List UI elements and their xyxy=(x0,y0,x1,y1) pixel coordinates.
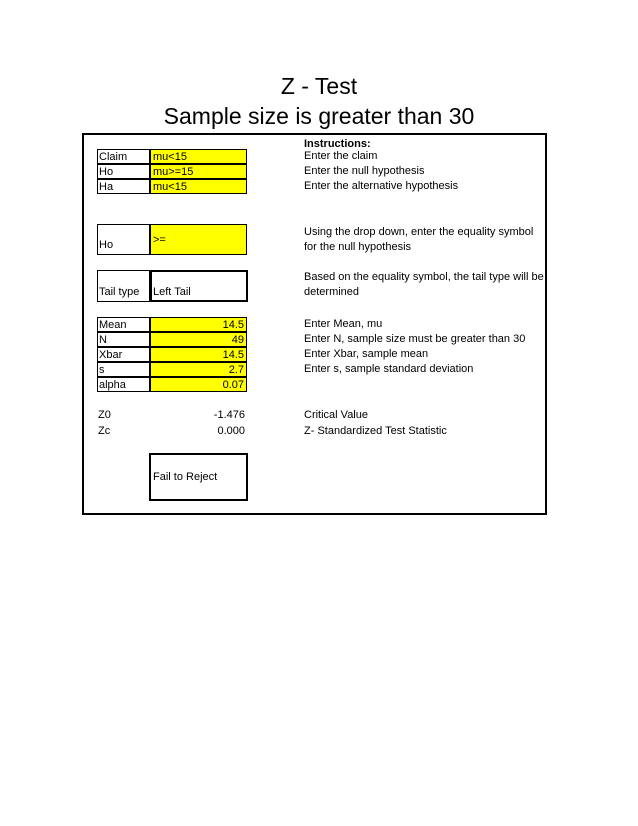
claim-label: Claim xyxy=(97,149,150,164)
tail-type-output xyxy=(150,270,248,302)
s-label: s xyxy=(97,362,150,377)
decision-text: Fail to Reject xyxy=(153,471,218,483)
instructions-heading: Instructions: xyxy=(304,138,371,150)
tail-instruction-1: Based on the equality symbol, the tail type will be xyxy=(304,271,544,283)
n-instruction: Enter N, sample size must be greater than 30 xyxy=(304,333,526,345)
equality-label: Ho xyxy=(99,239,114,251)
tail-instruction-2: determined xyxy=(304,286,360,298)
ha-label: Ha xyxy=(97,179,150,194)
mean-instruction: Enter Mean, mu xyxy=(304,318,383,330)
ho-label: Ho xyxy=(97,164,150,179)
page-subtitle: Sample size is greater than 30 xyxy=(163,103,475,129)
s-input[interactable]: 2.7 xyxy=(150,362,247,377)
xbar-label: Xbar xyxy=(97,347,150,362)
s-instruction: Enter s, sample standard deviation xyxy=(304,363,474,375)
mean-input[interactable]: 14.5 xyxy=(150,317,247,332)
alpha-input[interactable]: 0.07 xyxy=(150,377,247,392)
n-label: N xyxy=(97,332,150,347)
equality-instruction-1: Using the drop down, enter the equality symbol xyxy=(304,226,534,238)
page-title: Z - Test xyxy=(280,73,358,99)
zc-label: Zc xyxy=(98,425,111,437)
ha-input[interactable]: mu<15 xyxy=(150,179,247,194)
claim-instruction: Enter the claim xyxy=(304,150,378,162)
ha-instruction: Enter the alternative hypothesis xyxy=(304,180,459,192)
z0-value: -1.476 xyxy=(213,409,245,421)
z0-label: Z0 xyxy=(98,409,111,421)
xbar-input[interactable]: 14.5 xyxy=(150,347,247,362)
mean-label: Mean xyxy=(97,317,150,332)
ho-input[interactable]: mu>=15 xyxy=(150,164,247,179)
n-input[interactable]: 49 xyxy=(150,332,247,347)
z0-instruction: Critical Value xyxy=(304,409,368,421)
zc-value: 0.000 xyxy=(217,425,245,437)
equality-value: >= xyxy=(153,234,166,246)
zc-instruction: Z- Standardized Test Statistic xyxy=(304,425,447,437)
equality-dropdown[interactable] xyxy=(150,224,247,255)
decision-box xyxy=(149,453,248,501)
xbar-instruction: Enter Xbar, sample mean xyxy=(304,348,429,360)
alpha-label: alpha xyxy=(97,377,150,392)
claim-input[interactable]: mu<15 xyxy=(150,149,247,164)
equality-label-cell xyxy=(97,224,150,255)
ho-instruction: Enter the null hypothesis xyxy=(304,165,425,177)
tail-label-cell xyxy=(97,270,150,302)
tail-value: Left Tail xyxy=(153,286,191,298)
equality-instruction-2: for the null hypothesis xyxy=(304,241,412,253)
tail-label: Tail type xyxy=(99,286,140,298)
